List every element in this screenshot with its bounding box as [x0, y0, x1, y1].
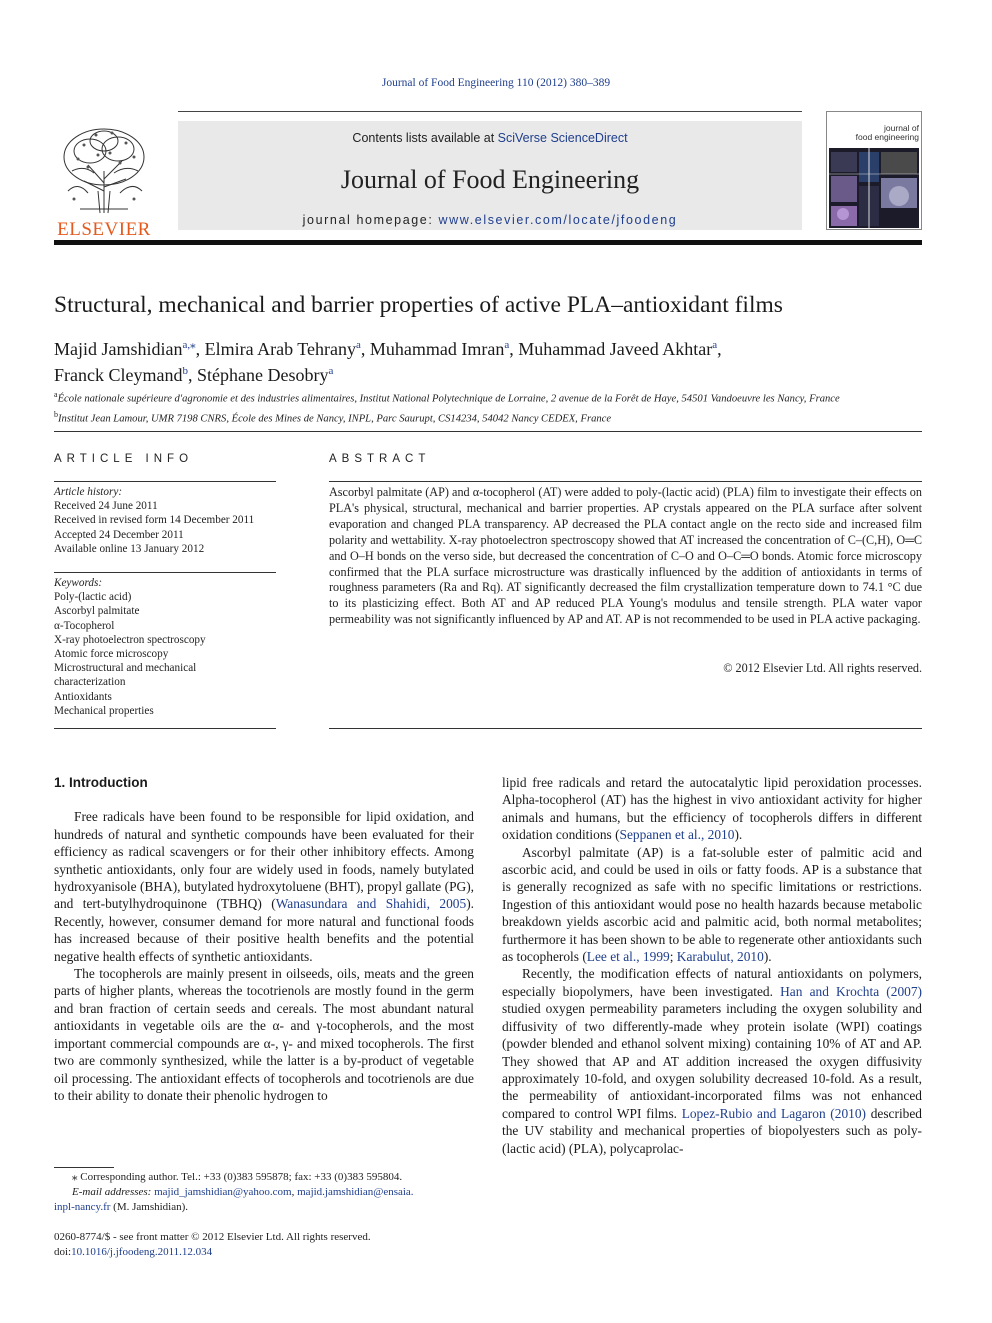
history-label: Article history: — [54, 486, 123, 498]
paragraph — [502, 965, 922, 1156]
paragraph-text: lipid free radicals and retard the autocatalytic lipid peroxidation processes. Alpha-tocopherol (AT) has the highest in vivo antioxidant activity for higher animals and humans, but the efficiency of tocopherols differs in different oxidation conditions ( — [502, 775, 922, 843]
contents-line — [178, 131, 802, 145]
email-link[interactable]: majid_jamshidian@yahoo.com — [154, 1186, 292, 1198]
article-info-rule — [54, 481, 276, 482]
journal-citation[interactable]: Journal of Food Engineering 110 (2012) 380–389 — [381, 77, 611, 89]
masthead-thick-rule — [54, 240, 922, 245]
citation-link[interactable]: Karabulut, 2010 — [676, 949, 764, 965]
citation-link[interactable]: Lopez-Rubio and Lagaron (2010) — [681, 1105, 867, 1121]
affiliation-text: Institut Jean Lamour, UMR 7198 CNRS, École des Mines de Nancy, INPL, Parc Saurupt, CS14234, 54042 Nancy CEDEX, France — [58, 413, 612, 425]
contents-prefix: Contents lists available at — [352, 131, 498, 145]
keyword-item: Microstructural and mechanical — [54, 662, 197, 675]
issn-doi-block — [54, 1230, 474, 1260]
elsevier-tree-icon — [54, 121, 154, 217]
paragraph-text: Recently, the modification effects of natural antioxidants on polymers, especially biopolymers, have been investigated. — [502, 966, 922, 999]
corresponding-text: Corresponding author. Tel.: +33 (0)383 595878; fax: +33 (0)383 595804. — [77, 1171, 403, 1183]
body-column-right — [502, 774, 922, 1157]
history-item: Received in revised form 14 December 2011 — [54, 514, 255, 527]
doi-prefix: doi: — [54, 1246, 72, 1258]
affiliation-marker: b — [54, 409, 58, 419]
author-affil-marker[interactable]: b — [182, 365, 188, 377]
keywords-list — [54, 576, 284, 718]
affiliation-text: École nationale supérieure d'agronomie et des industries alimentaires, Institut National Polytechnique de Lorraine, 2 avenue de la Forêt de Haye, 54501 Vandoeuvre les Nancy, France — [57, 393, 840, 405]
citation-link[interactable]: Wanasundara and Shahidi, 2005 — [275, 896, 467, 912]
paragraph-text: ; — [669, 949, 677, 965]
citation-link[interactable]: Lee et al., 1999 — [586, 949, 670, 965]
email-continuation — [54, 1200, 474, 1215]
affiliation-item — [54, 387, 934, 407]
citation-link[interactable]: Seppanen et al., 2010 — [619, 827, 735, 843]
article-title: Structural, mechanical and barrier properties of active PLA–antioxidant films — [54, 292, 783, 318]
affiliation-item — [54, 407, 934, 427]
email-link[interactable]: majid.jamshidian@ensaia. — [297, 1186, 414, 1198]
homepage-link[interactable]: www.elsevier.com/locate/jfoodeng — [438, 213, 678, 227]
abstract-heading: ABSTRACT — [329, 453, 431, 465]
cover-title — [847, 124, 919, 142]
paragraph-text: ). — [734, 827, 743, 843]
keyword-item: Poly-(lactic acid) — [54, 591, 132, 604]
affiliation-marker: a — [54, 390, 58, 399]
article-history — [54, 485, 284, 556]
author-affil-marker[interactable]: a — [356, 339, 361, 351]
author-name[interactable]: Elmira Arab Tehrany — [204, 339, 356, 359]
keyword-item: Mechanical properties — [54, 704, 154, 717]
author-name[interactable]: Muhammad Imran — [369, 339, 505, 359]
keyword-item: α-Tocopherol — [54, 619, 115, 632]
email-addresses: E-mail addresses: majid_jamshidian@yahoo.com, majid.jamshidian@ensaia. — [72, 1186, 414, 1198]
doi-link[interactable]: 10.1016/j.jfoodeng.2011.12.034 — [71, 1246, 213, 1258]
paragraph-text: Free radicals have been found to be responsible for lipid oxidation, and hundreds of natural and synthetic compounds have been evaluated for their efficiency as radical scavengers or for their other inhibitory effects. Among synthetic antioxidants, only four are widely used in foods, namely butylated hydroxyanisole (BHA), butylated hydroxytoluene (BHT), propyl gallate (PG), and tert-butylhydroquinone (TBHQ) ( — [54, 809, 474, 912]
article-info-bottom-rule — [54, 728, 276, 729]
paragraph-text: ). — [763, 949, 772, 965]
journal-masthead — [54, 111, 922, 245]
cover-title-line-2: food engineering — [855, 132, 919, 142]
issn-line: 0260-8774/$ - see front matter © 2012 Elsevier Ltd. All rights reserved. — [54, 1231, 371, 1243]
email-owner: (M. Jamshidian). — [110, 1201, 189, 1213]
keyword-item: Atomic force microscopy — [54, 648, 169, 661]
cover-title-line-1: journal of — [884, 123, 919, 133]
paragraph-text: Ascorbyl palmitate (AP) is a fat-soluble ester of palmitic acid and ascorbic acid, and could be used in oils or fatty foods. AP is a substance that is generally recognized as safe with no specific limitations or restrictions. Ingestion of this antioxidant would pose no health hazards because metabolic breakdown yields ascorbic acid and palmitic acid, both normal metabolites; furthermore it has been shown to be able to regenerate other antioxidants such as tocopherols ( — [502, 844, 922, 965]
author-name[interactable]: Franck Cleymand — [54, 365, 183, 385]
author-affil-marker[interactable]: a — [328, 365, 334, 377]
keywords-rule — [54, 572, 276, 573]
cover-collage-icon — [829, 148, 919, 228]
paragraph — [502, 844, 922, 966]
author-affil-marker[interactable]: a — [504, 339, 510, 351]
author-affil-marker[interactable]: a, — [182, 339, 191, 351]
paragraph — [54, 808, 474, 965]
paragraph: The tocopherols are mainly present in oilseeds, oils, meats and the green parts of higher plants, whereas the tocotrienols are mostly found in the germ and bran fraction of certain seeds and cereals. The most abundant natural antioxidants in vegetable oils are the α- and γ-tocopherols, and the most important commercial compounds are α-, γ- and mixed tocopherols. The first two are commonly synthesized, while the latter is a by-product of vegetable oil processing. The antioxidant effects of tocopherols and tocotrienols are due to their ability to donate their phenolic hydrogen to — [54, 966, 474, 1103]
body-column-left — [54, 774, 474, 1104]
paragraph — [502, 774, 922, 844]
email-link-continued[interactable]: inpl-nancy.fr — [54, 1201, 111, 1213]
author-name[interactable]: Stéphane Desobry — [196, 365, 329, 385]
author-name[interactable]: Muhammad Javeed Akhtar — [518, 339, 713, 359]
elsevier-wordmark: ELSEVIER — [57, 219, 151, 240]
history-item: Available online 13 January 2012 — [54, 542, 205, 555]
journal-homepage — [178, 213, 802, 227]
paragraph-text: described the UV stability and mechanical properties of biopolyesters such as poly-(lactic acid) (PLA), polycaprolac- — [502, 1105, 922, 1156]
citation-link[interactable]: Han and Krochta (2007) — [780, 983, 922, 999]
keyword-item: characterization — [54, 676, 126, 689]
history-item: Received 24 June 2011 — [54, 500, 158, 513]
keywords-label: Keywords: — [54, 577, 103, 589]
email-label: E-mail addresses: — [72, 1186, 152, 1198]
paragraph-text: studied oxygen permeability parameters including the oxygen solubility and diffusivity of two differently-made whey protein isolate (WPI) coatings (powder blended and ethanol solvent mixing) containing 10% of AT and AP. They showed that AP and AT addition increased the oxygen diffusivity approximately 10-fold, and oxygen solubility decreased 10-fold. As a result, the permeability of antioxidant-incorporated films was not enhanced compared to control WPI films. — [502, 1001, 922, 1121]
homepage-prefix: journal homepage: — [302, 213, 439, 227]
masthead-top-rule — [178, 111, 802, 112]
journal-name: Journal of Food Engineering — [340, 165, 640, 194]
footnote — [54, 1170, 474, 1215]
cover-artwork — [829, 148, 919, 228]
elsevier-logo[interactable] — [54, 121, 154, 240]
corresponding-marker: ⁎ — [72, 1171, 78, 1183]
affiliation-rule — [54, 431, 922, 432]
section-heading-introduction: 1. Introduction — [54, 775, 148, 790]
author-affil-marker[interactable]: a — [712, 339, 718, 351]
footnote-rule — [54, 1167, 114, 1168]
abstract-text: Ascorbyl palmitate (AP) and α-tocopherol (AT) were added to poly-(lactic acid) (PLA) film to investigate their effects on PLA's physical, structural, mechanical and barrier properties. AP crystals appeared on the PLA surface after solvent evaporation and changed PLA transparency. AP decreased the PLA contact angle on the recto side and increased film polarity and wettability. X-ray photoelectron spectroscopy showed that AT increased the concentration of C–(C,H), O═C and O–H bonds on the verso side, but decreased the concentration of C–O and O–C═O bonds. Atomic force microscopy confirmed that the PLA surface microstructure was drastically influenced by the addition of antioxidants in terms of roughness parameters (Ra and Rq). AT significantly decreased the film crystallization temperature down to 74.1 °C due to its plasticizing effect. Both AT and AP reduced PLA Young's modulus and tensile strength. PLA water vapor permeability was not significantly influenced by AP and AT. AP is not recommended to be used in PLA active packaging. — [329, 485, 922, 627]
corresponding-author-marker[interactable]: ⁎ — [190, 339, 196, 351]
keyword-item: X-ray photoelectron spectroscopy — [54, 633, 206, 646]
sciencedirect-link[interactable]: SciVerse ScienceDirect — [497, 131, 628, 145]
paragraph-text: ). Recently, however, consumer demand for more natural and functional foods has increased because of their positive health benefits and the potential negative health effects of synthetic antioxidants. — [54, 896, 475, 964]
journal-cover-thumbnail[interactable] — [826, 111, 922, 230]
abstract-rule — [329, 481, 922, 482]
abstract-copyright: © 2012 Elsevier Ltd. All rights reserved. — [723, 661, 922, 675]
keyword-item: Antioxidants — [54, 690, 112, 703]
abstract-bottom-rule — [329, 728, 922, 729]
history-item: Accepted 24 December 2011 — [54, 528, 184, 541]
doi-line — [54, 1245, 474, 1260]
affiliations — [54, 387, 934, 426]
author-name[interactable]: Majid Jamshidian — [54, 339, 183, 359]
keyword-item: Ascorbyl palmitate — [54, 605, 140, 618]
article-info-heading: ARTICLE INFO — [54, 453, 194, 465]
masthead-band — [178, 121, 802, 230]
corresponding-author-note — [54, 1170, 474, 1185]
author-list: Majid Jamshidian$^{a,⁎}$, Elmira Arab Tehrany$^a$, Muhammad Imran$^a$, Muhammad Javeed Akhtar$^a$, Franck Cleymand$^b$, Stéphane Desobry$^a$ — [54, 339, 722, 385]
